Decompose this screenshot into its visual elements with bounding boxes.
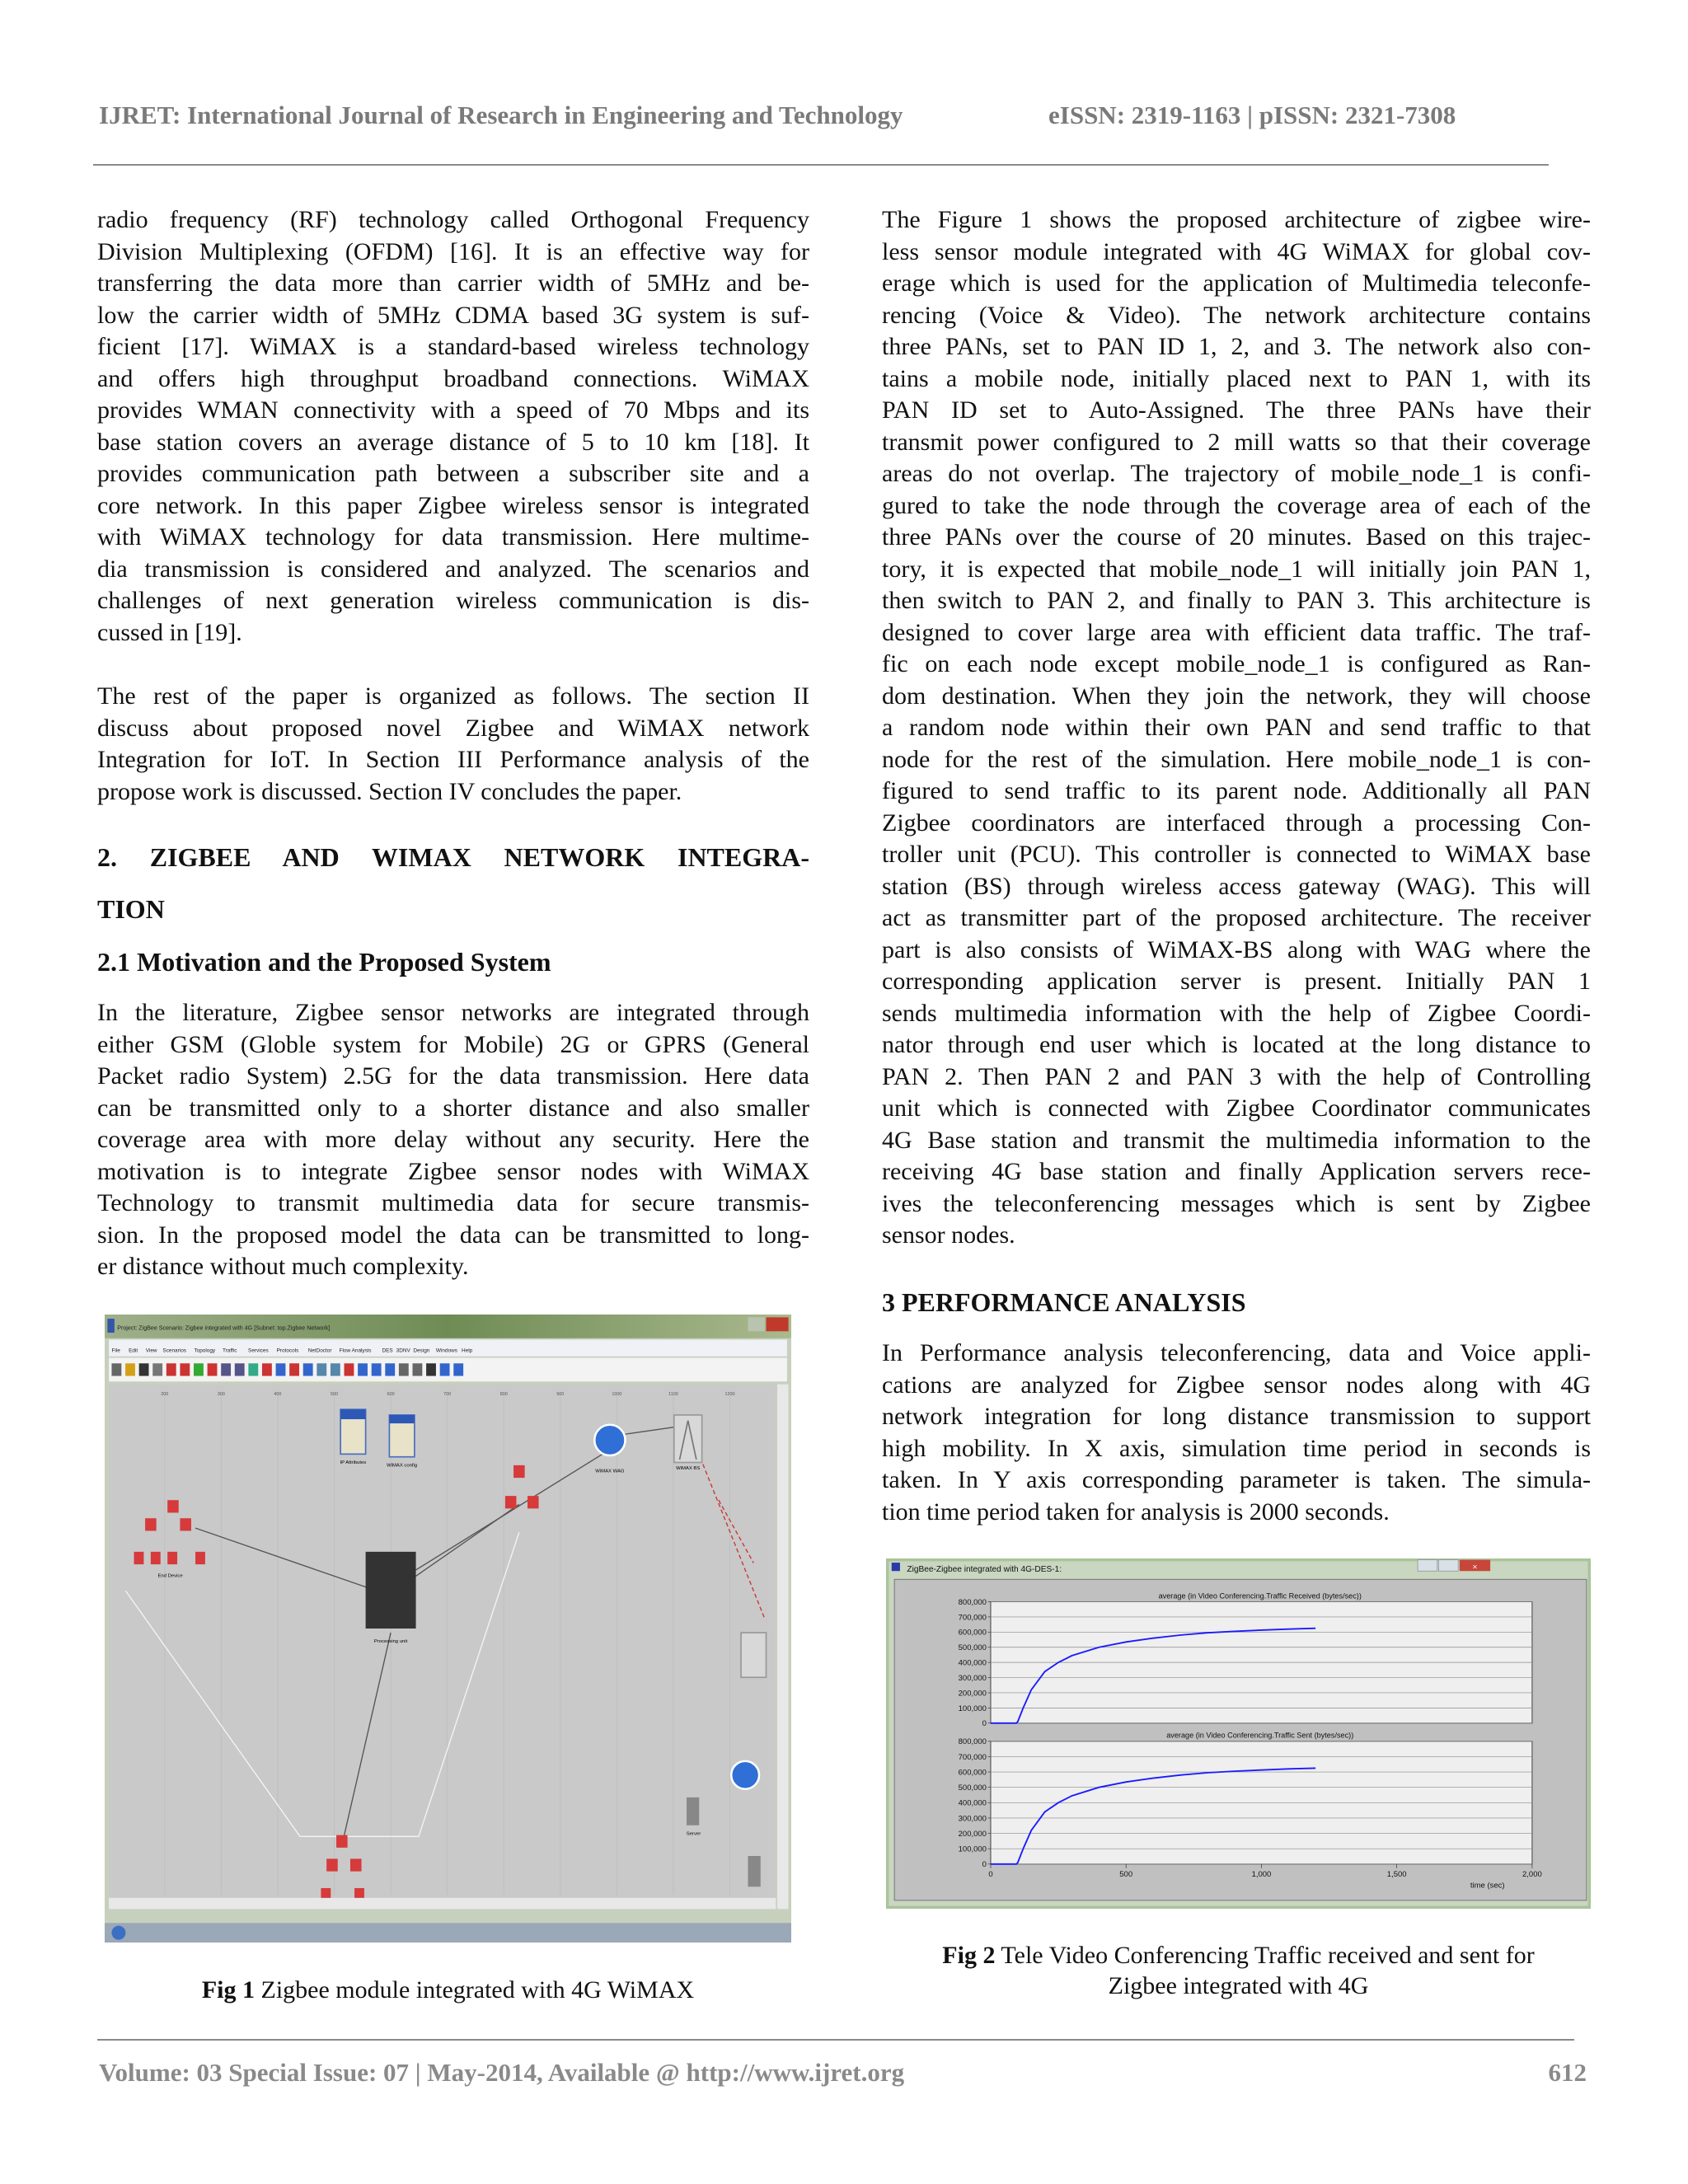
toolbar-button[interactable] <box>221 1363 231 1376</box>
app-icon <box>892 1563 900 1571</box>
text-line: cations are analyzed for Zigbee sensor nodes along with 4G <box>882 1371 1591 1399</box>
text-line: tains a mobile node, initially placed next to PAN 1, with its <box>882 364 1591 392</box>
menu-item[interactable]: Topology <box>194 1347 216 1354</box>
text-line: either GSM (Globle system for Mobile) 2G or GPRS (General <box>97 1030 809 1058</box>
text-line: PAN ID set to Auto-Assigned. The three PANs have their <box>882 396 1591 424</box>
figure-1-caption <box>105 1976 791 2004</box>
text-line: gured to take the node through the coverage area of each of the <box>882 491 1591 519</box>
text-line: tion time period taken for analysis is 2000 seconds. <box>882 1497 1390 1526</box>
menu-item[interactable]: Traffic <box>222 1347 237 1354</box>
toolbar-button[interactable] <box>111 1363 121 1376</box>
y-tick-label: 0 <box>982 1719 987 1729</box>
section-2-heading: 2. ZIGBEE AND WIMAX NETWORK INTEGRA- <box>97 842 809 872</box>
ruler-label: 500 <box>330 1392 339 1398</box>
text-line: transmit power configured to 2 mill watts so that their coverage <box>882 428 1591 456</box>
text-line: less sensor module integrated with 4G WiMAX for global cov- <box>882 237 1591 265</box>
paragraph-intro <box>97 204 809 649</box>
section-2-heading-cont: TION <box>97 894 165 924</box>
toolbar-button[interactable] <box>180 1363 190 1376</box>
text-line: three PANs over the course of 20 minutes. Based on this trajec- <box>882 523 1591 551</box>
menu-item[interactable]: Design <box>413 1347 430 1354</box>
taskbar <box>105 1923 791 1943</box>
text-line: dom destination. When they join the network, they will choose <box>882 682 1591 710</box>
chart-window-title: ZigBee-Zigbee integrated with 4G-DES-1: <box>907 1565 1062 1575</box>
text-line: motivation is to integrate Zigbee sensor nodes with WiMAX <box>97 1157 809 1185</box>
text-line: designed to cover large area with efficient data traffic. The traf- <box>882 618 1591 646</box>
text-line: base station covers an average distance of 5 to 10 km [18]. It <box>97 428 809 456</box>
text-line: 4G Base station and transmit the multimedia information to the <box>882 1126 1591 1154</box>
text-line: cussed in [19]. <box>97 618 242 646</box>
x-tick-label: 500 <box>1119 1870 1133 1880</box>
header-rule <box>93 164 1549 166</box>
ruler-label: 1100 <box>668 1392 678 1398</box>
menu-item[interactable]: Scenarios <box>162 1347 186 1354</box>
text-line: rencing (Voice & Video). The network architecture contains <box>882 301 1591 329</box>
text-line: coverage area with more delay without any security. Here the <box>97 1126 809 1153</box>
svg-text:WiMAX WAG: WiMAX WAG <box>595 1469 625 1474</box>
svg-text:Processing unit: Processing unit <box>373 1638 408 1644</box>
text-line: discuss about proposed novel Zigbee and WiMAX network <box>97 714 809 742</box>
figure-2-caption-line2: Zigbee integrated with 4G <box>1108 1972 1369 1999</box>
toolbar-button[interactable] <box>235 1363 245 1376</box>
x-tick-label: 0 <box>988 1870 993 1880</box>
menu-item[interactable]: View <box>145 1347 157 1354</box>
x-tick-label: 2,000 <box>1522 1870 1542 1880</box>
figure-2-chart <box>886 1558 1591 1909</box>
toolbar-button[interactable] <box>399 1363 409 1376</box>
minimize-icon[interactable] <box>1418 1560 1437 1572</box>
toolbar-button[interactable] <box>262 1363 272 1376</box>
y-tick-label: 600,000 <box>958 1768 987 1778</box>
router-icon <box>594 1425 625 1455</box>
menu-bar <box>111 1348 472 1354</box>
text-line: ives the teleconferencing messages which is sent by Zigbee <box>882 1189 1591 1217</box>
toolbar-button[interactable] <box>412 1363 422 1376</box>
section-2-1-heading: 2.1 Motivation and the Proposed System <box>97 947 551 977</box>
journal-title: IJRET: International Journal of Research in Engineering and Technology <box>99 101 903 129</box>
toolbar-button[interactable] <box>385 1363 395 1376</box>
figure-1-label: Fig 1 <box>201 1976 256 2004</box>
text-line: fic on each node except mobile_node_1 is configured as Ran- <box>882 650 1591 677</box>
text-line: node for the rest of the simulation. Here mobile_node_1 is con- <box>882 745 1591 773</box>
menu-item[interactable]: 3DNV <box>396 1347 410 1354</box>
issn: eISSN: 2319-1163 | pISSN: 2321-7308 <box>1048 101 1456 129</box>
y-tick-label: 600,000 <box>958 1628 987 1638</box>
toolbar-button[interactable] <box>358 1363 368 1376</box>
x-tick-label: 1,000 <box>1251 1870 1272 1880</box>
figure-1-screenshot <box>105 1315 791 1943</box>
text-line: The rest of the paper is organized as follows. The section II <box>97 682 809 710</box>
ruler-label: 600 <box>387 1392 395 1398</box>
y-tick-label: 300,000 <box>958 1814 987 1824</box>
text-line: nator through end user which is located at the long distance to <box>882 1031 1591 1058</box>
text-line: propose work is discussed. Section IV concludes the paper. <box>97 777 682 805</box>
menu-item[interactable]: NetDoctor <box>307 1347 332 1354</box>
footer-volume <box>99 2058 904 2088</box>
journal-link[interactable]: http://www.ijret.org <box>686 2058 905 2087</box>
text-line: Integration for IoT. In Section III Performance analysis of the <box>97 746 809 773</box>
text-line: radio frequency (RF) technology called Orthogonal Frequency <box>97 206 809 233</box>
close-icon <box>767 1317 789 1331</box>
svg-text:×: × <box>1472 1563 1478 1572</box>
text-line: challenges of next generation wireless communication is dis- <box>97 587 809 614</box>
paragraph-architecture <box>882 204 1591 1252</box>
svg-text:End Device: End Device <box>157 1573 183 1579</box>
toolbar-button[interactable] <box>166 1363 176 1376</box>
maximize-icon <box>748 1317 765 1331</box>
svg-text:WiMAX config: WiMAX config <box>387 1463 418 1469</box>
toolbar-button[interactable] <box>125 1363 135 1376</box>
text-line: provides WMAN connectivity with a speed of 70 Mbps and its <box>97 396 809 424</box>
horizontal-scrollbar[interactable] <box>109 1898 776 1910</box>
text-line: The Figure 1 shows the proposed architecture of zigbee wire- <box>882 206 1591 233</box>
toolbar-button[interactable] <box>152 1363 162 1376</box>
text-line: a random node within their own PAN and send traffic to that <box>882 714 1591 741</box>
footer-rule <box>97 2039 1574 2041</box>
paragraph-motivation <box>97 997 809 1283</box>
panel-title: average (in Video Conferencing.Traffic Sent (bytes/sec)) <box>1166 1731 1354 1740</box>
toolbar-button[interactable] <box>248 1363 258 1376</box>
ruler-label: 200 <box>161 1392 169 1398</box>
menu-item[interactable]: Help <box>462 1347 473 1354</box>
text-line: taken. In Y axis corresponding parameter is taken. The simula- <box>882 1466 1591 1493</box>
menu-item[interactable]: Flow Analysis <box>339 1347 372 1354</box>
text-line: sion. In the proposed model the data can be transmitted to long- <box>97 1221 809 1249</box>
menu-item[interactable]: File <box>111 1347 120 1354</box>
text-line: erage which is used for the application of Multimedia teleconfe- <box>882 269 1591 297</box>
text-line: In the literature, Zigbee sensor networks are integrated through <box>97 999 809 1026</box>
text-line: part is also consists of WiMAX-BS along with WAG where the <box>882 935 1591 963</box>
y-tick-label: 400,000 <box>958 1658 987 1668</box>
text-line: then switch to PAN 2, and finally to PAN 3. This architecture is <box>882 587 1591 614</box>
text-line: corresponding application server is present. Initially PAN 1 <box>882 968 1591 995</box>
text-line: with WiMAX technology for data transmission. Here multime- <box>97 523 809 551</box>
text-line: PAN 2. Then PAN 2 and PAN 3 with the help of Controlling <box>882 1062 1591 1090</box>
text-line: sensor nodes. <box>882 1221 1015 1249</box>
y-tick-label: 400,000 <box>958 1798 987 1808</box>
x-axis-label: time (sec) <box>1470 1881 1505 1891</box>
text-line: dia transmission is considered and analyzed. The scenarios and <box>97 555 809 583</box>
server-rack-icon <box>366 1552 416 1629</box>
y-tick-label: 700,000 <box>958 1613 987 1623</box>
page-number: 612 <box>1548 2058 1587 2087</box>
volume-text: Volume: 03 Special Issue: 07 | May-2014, Available @ <box>99 2058 687 2087</box>
text-line: ficient [17]. WiMAX is a standard-based wireless technology <box>97 333 809 360</box>
text-line: network integration for long distance transmission to support <box>882 1403 1591 1430</box>
toolbar-button[interactable] <box>426 1363 436 1376</box>
text-line: In Performance analysis teleconferencing, data and Voice appli- <box>882 1339 1591 1366</box>
toolbar-button[interactable] <box>139 1363 149 1376</box>
text-line: act as transmitter part of the proposed architecture. The receiver <box>882 904 1591 931</box>
figure-2-caption-text: Tele Video Conferencing Traffic received and sent for <box>995 1942 1535 1969</box>
y-tick-label: 800,000 <box>958 1737 987 1747</box>
text-line: figured to send traffic to its parent node. Additionally all PAN <box>882 777 1591 804</box>
toolbar-button[interactable] <box>331 1363 340 1376</box>
svg-text:WiMAX BS: WiMAX BS <box>676 1465 701 1471</box>
y-tick-label: 200,000 <box>958 1689 987 1699</box>
figure-2-label: Fig 2 <box>942 1942 996 1969</box>
text-line: low the carrier width of 5MHz CDMA based 3G system is suf- <box>97 301 809 329</box>
figure-2-caption <box>886 1942 1591 1970</box>
text-line: sends multimedia information with the help of Zigbee Coordi- <box>882 999 1591 1027</box>
figure-1-caption-text: Zigbee module integrated with 4G WiMAX <box>255 1976 695 2004</box>
y-tick-label: 500,000 <box>958 1783 987 1793</box>
window-title: Project: ZigBee Scenario: Zigbee integrated with 4G [Subnet: top.Zigbee Network] <box>117 1324 331 1332</box>
text-line: three PANs, set to PAN ID 1, 2, and 3. The network also con- <box>882 333 1591 360</box>
text-line: unit which is connected with Zigbee Coordinator communicates <box>882 1094 1591 1122</box>
paragraph-performance <box>882 1338 1591 1528</box>
text-line: er distance without much complexity. <box>97 1253 469 1280</box>
y-tick-label: 300,000 <box>958 1673 987 1683</box>
ruler-label: 700 <box>443 1392 452 1398</box>
menu-item[interactable]: Windows <box>435 1347 457 1354</box>
menu-item[interactable]: DES <box>382 1347 393 1354</box>
y-tick-label: 100,000 <box>958 1844 987 1854</box>
text-line: receiving 4G base station and finally Application servers rece- <box>882 1158 1591 1185</box>
vertical-scrollbar[interactable] <box>777 1385 789 1910</box>
menu-item[interactable]: Edit <box>129 1347 138 1354</box>
text-line: tory, it is expected that mobile_node_1 will initially join PAN 1, <box>882 555 1591 583</box>
y-tick-label: 0 <box>982 1860 987 1870</box>
svg-text:IP Attributes: IP Attributes <box>340 1460 367 1466</box>
start-button <box>111 1926 125 1940</box>
ruler-label: 400 <box>274 1392 282 1398</box>
toolbar-button[interactable] <box>208 1363 218 1376</box>
toolbar-button[interactable] <box>276 1363 286 1376</box>
text-line: Technology to transmit multimedia data for secure transmis- <box>97 1189 809 1216</box>
toolbar-button[interactable] <box>453 1363 463 1376</box>
x-tick-label: 1,500 <box>1386 1870 1407 1880</box>
ruler-label: 1200 <box>724 1392 735 1398</box>
text-line: and offers high throughput broadband connections. WiMAX <box>97 364 809 392</box>
svg-text:Server: Server <box>686 1831 701 1837</box>
toolbar-button[interactable] <box>194 1363 204 1376</box>
y-tick-label: 100,000 <box>958 1704 987 1713</box>
menu-item[interactable]: Services <box>248 1347 269 1354</box>
panel-title: average (in Video Conferencing.Traffic Received (bytes/sec)) <box>1158 1591 1362 1601</box>
text-line: transferring the data more than carrier width of 5MHz and be- <box>97 269 809 297</box>
section-3-heading: 3 PERFORMANCE ANALYSIS <box>882 1287 1246 1317</box>
toolbar-button[interactable] <box>372 1363 382 1376</box>
text-line: Packet radio System) 2.5G for the data transmission. Here data <box>97 1062 809 1090</box>
toolbar-button[interactable] <box>316 1363 326 1376</box>
toolbar-button[interactable] <box>345 1363 354 1376</box>
y-tick-label: 700,000 <box>958 1752 987 1762</box>
ruler-label: 800 <box>499 1392 508 1398</box>
toolbar-button[interactable] <box>303 1363 313 1376</box>
paragraph-organization <box>97 681 809 808</box>
ruler-label: 1000 <box>612 1392 622 1398</box>
toolbar-button[interactable] <box>289 1363 299 1376</box>
text-line: high mobility. In X axis, simulation time period in seconds is <box>882 1434 1591 1462</box>
ruler-label: 300 <box>217 1392 225 1398</box>
text-line: core network. In this paper Zigbee wireless sensor is integrated <box>97 491 809 519</box>
text-line: areas do not overlap. The trajectory of mobile_node_1 is confi- <box>882 460 1591 487</box>
text-line: station (BS) through wireless access gateway (WAG). This will <box>882 872 1591 900</box>
text-line: Zigbee coordinators are interfaced through a processing Con- <box>882 808 1591 837</box>
y-tick-label: 500,000 <box>958 1643 987 1653</box>
menu-item[interactable]: Protocols <box>276 1347 299 1354</box>
ruler-label: 900 <box>556 1392 565 1398</box>
text-line: provides communication path between a subscriber site and a <box>97 460 809 487</box>
maximize-icon[interactable] <box>1438 1560 1458 1572</box>
text-line: Division Multiplexing (OFDM) [16]. It is an effective way for <box>97 237 809 265</box>
toolbar-button[interactable] <box>440 1363 450 1376</box>
text-line: can be transmitted only to a shorter distance and also smaller <box>97 1094 809 1122</box>
text-line: troller unit (PCU). This controller is connected to WiMAX base <box>882 841 1591 868</box>
y-tick-label: 800,000 <box>958 1597 987 1607</box>
y-tick-label: 200,000 <box>958 1829 987 1839</box>
